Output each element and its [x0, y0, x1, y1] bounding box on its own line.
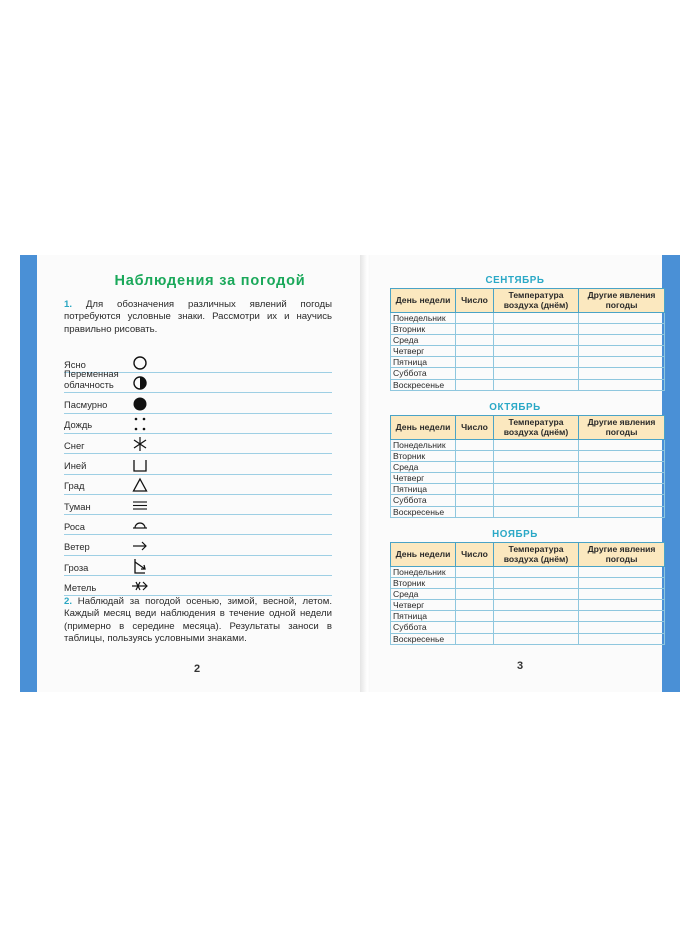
table-header-row	[391, 543, 665, 567]
day-cell: Понедельник	[391, 313, 456, 324]
empty-cell[interactable]	[456, 567, 494, 578]
table-row	[391, 313, 665, 324]
table-header-cell: Температура воздуха (днём)	[494, 416, 579, 440]
empty-cell[interactable]	[494, 611, 579, 622]
table-row	[391, 633, 665, 644]
weather-symbol-label: Метель	[64, 581, 97, 593]
fog-lines-icon	[130, 496, 150, 514]
empty-cell[interactable]	[456, 473, 494, 484]
table-row	[391, 600, 665, 611]
left-page	[20, 255, 360, 692]
empty-cell[interactable]	[456, 462, 494, 473]
weather-symbol-row	[64, 535, 332, 556]
empty-cell[interactable]	[579, 506, 665, 517]
table-header-cell: Число	[456, 416, 494, 440]
empty-cell[interactable]	[579, 368, 665, 379]
empty-cell[interactable]	[456, 600, 494, 611]
snow-asterisk-icon	[130, 435, 150, 453]
empty-cell[interactable]	[456, 578, 494, 589]
observation-table	[390, 288, 665, 391]
weather-symbol-label: Туман	[64, 500, 91, 512]
table-header-cell: День недели	[391, 289, 456, 313]
weather-symbol-row	[64, 575, 332, 596]
empty-cell[interactable]	[579, 440, 665, 451]
empty-cell[interactable]	[579, 589, 665, 600]
empty-cell[interactable]	[456, 440, 494, 451]
weather-symbol-label: Роса	[64, 520, 85, 532]
empty-cell[interactable]	[579, 462, 665, 473]
table-row	[391, 484, 665, 495]
table-row	[391, 589, 665, 600]
empty-cell[interactable]	[494, 600, 579, 611]
month-title: НОЯБРЬ	[492, 529, 538, 540]
empty-cell[interactable]	[494, 324, 579, 335]
table-row	[391, 495, 665, 506]
day-cell: Пятница	[391, 484, 456, 495]
month-title: СЕНТЯБРЬ	[485, 275, 545, 286]
table-row	[391, 357, 665, 368]
empty-cell[interactable]	[456, 324, 494, 335]
weather-symbol-label: Гроза	[64, 561, 89, 573]
empty-cell[interactable]	[579, 600, 665, 611]
day-cell: Суббота	[391, 495, 456, 506]
empty-cell[interactable]	[494, 462, 579, 473]
empty-cell[interactable]	[579, 473, 665, 484]
table-row	[391, 473, 665, 484]
day-cell: Понедельник	[391, 567, 456, 578]
empty-cell[interactable]	[579, 335, 665, 346]
table-row	[391, 622, 665, 633]
blizzard-arrow-icon	[130, 577, 150, 595]
empty-cell[interactable]	[579, 611, 665, 622]
weather-symbol-row	[64, 514, 332, 535]
table-header-cell: Число	[456, 543, 494, 567]
table-row	[391, 379, 665, 390]
table-header-cell: День недели	[391, 416, 456, 440]
table-row	[391, 567, 665, 578]
day-cell: Вторник	[391, 324, 456, 335]
task-1-text: Для обозначения различных явлений погоды потребуются условные знаки. Рассмотри их и научись правильно рисовать.	[64, 299, 332, 335]
table-row	[391, 578, 665, 589]
observation-table	[390, 415, 665, 518]
table-header-cell: Другие явления погоды	[579, 543, 665, 567]
table-row	[391, 368, 665, 379]
weather-symbol-row	[64, 368, 332, 393]
weather-symbol-label: Ясно	[64, 358, 86, 370]
empty-cell[interactable]	[494, 440, 579, 451]
table-row	[391, 440, 665, 451]
page-number-right: 3	[517, 660, 524, 672]
empty-cell[interactable]	[494, 357, 579, 368]
weather-symbol-row	[64, 413, 332, 434]
empty-cell[interactable]	[579, 622, 665, 633]
day-cell: Среда	[391, 335, 456, 346]
empty-cell[interactable]	[456, 484, 494, 495]
empty-cell[interactable]	[456, 313, 494, 324]
empty-cell[interactable]	[579, 357, 665, 368]
weather-symbol-label: Ветер	[64, 541, 90, 553]
table-header-cell: Другие явления погоды	[579, 289, 665, 313]
empty-cell[interactable]	[579, 495, 665, 506]
empty-cell[interactable]	[456, 633, 494, 644]
table-header-cell: Температура воздуха (днём)	[494, 289, 579, 313]
day-cell: Четверг	[391, 346, 456, 357]
day-cell: Суббота	[391, 368, 456, 379]
empty-cell[interactable]	[456, 589, 494, 600]
weather-symbol-row	[64, 454, 332, 475]
empty-cell[interactable]	[456, 506, 494, 517]
weather-symbol-label: Иней	[64, 460, 87, 471]
empty-cell[interactable]	[579, 451, 665, 462]
weather-symbol-label: Переменная облачность	[64, 368, 119, 390]
table-row	[391, 335, 665, 346]
empty-cell[interactable]	[456, 379, 494, 390]
filled-circle-icon	[130, 395, 150, 413]
day-cell: Четверг	[391, 600, 456, 611]
empty-cell[interactable]	[456, 451, 494, 462]
empty-cell[interactable]	[579, 346, 665, 357]
table-header-row	[391, 289, 665, 313]
table-header-cell: Число	[456, 289, 494, 313]
weather-symbol-label: Град	[64, 480, 85, 492]
empty-cell[interactable]	[579, 324, 665, 335]
page-number-left: 2	[194, 663, 201, 675]
day-cell: Пятница	[391, 357, 456, 368]
table-header-row	[391, 416, 665, 440]
wind-arrow-icon	[130, 537, 150, 555]
hail-triangle-icon	[130, 476, 150, 494]
empty-cell[interactable]	[456, 357, 494, 368]
empty-cell[interactable]	[579, 313, 665, 324]
empty-cell[interactable]	[579, 567, 665, 578]
task-1	[64, 299, 332, 336]
weather-symbol-row	[64, 433, 332, 454]
empty-cell[interactable]	[494, 473, 579, 484]
empty-cell[interactable]	[579, 578, 665, 589]
empty-cell[interactable]	[456, 611, 494, 622]
weather-symbol-row	[64, 393, 332, 414]
circle-outline-icon	[130, 354, 150, 372]
table-row	[391, 346, 665, 357]
empty-cell[interactable]	[494, 368, 579, 379]
empty-cell[interactable]	[494, 622, 579, 633]
thunderstorm-icon	[130, 557, 150, 575]
day-cell: Пятница	[391, 611, 456, 622]
weather-symbol-label: Пасмурно	[64, 399, 108, 411]
table-header-cell: Температура воздуха (днём)	[494, 543, 579, 567]
frost-cup-icon	[130, 456, 150, 474]
task-1-number: 1.	[64, 299, 73, 310]
task-2-text: Наблюдай за погодой осенью, зимой, весной, летом. Каждый месяц веди наблюдения в течение одной недели (примерно в середине месяца). Результаты заноси в таблицы, пользуясь условными знаками.	[64, 596, 332, 644]
left-page-edge	[20, 255, 37, 692]
weather-symbol-label: Снег	[64, 439, 85, 451]
open-workbook	[20, 255, 680, 692]
table-row	[391, 451, 665, 462]
right-page	[370, 255, 680, 692]
empty-cell[interactable]	[494, 633, 579, 644]
page-title: Наблюдения за погодой	[114, 273, 306, 289]
day-cell: Вторник	[391, 578, 456, 589]
empty-cell[interactable]	[456, 368, 494, 379]
table-row	[391, 611, 665, 622]
table-row	[391, 324, 665, 335]
table-row	[391, 506, 665, 517]
empty-cell[interactable]	[494, 379, 579, 390]
empty-cell[interactable]	[456, 495, 494, 506]
dew-icon	[130, 516, 150, 534]
day-cell: Среда	[391, 589, 456, 600]
empty-cell[interactable]	[494, 335, 579, 346]
empty-cell[interactable]	[456, 346, 494, 357]
empty-cell[interactable]	[494, 578, 579, 589]
table-header-cell: Другие явления погоды	[579, 416, 665, 440]
day-cell: Воскресенье	[391, 633, 456, 644]
day-cell: Воскресенье	[391, 506, 456, 517]
table-row	[391, 462, 665, 473]
day-cell: Вторник	[391, 451, 456, 462]
month-title: ОКТЯБРЬ	[489, 402, 541, 413]
day-cell: Среда	[391, 462, 456, 473]
half-filled-circle-icon	[130, 374, 150, 392]
weather-symbol-label: Дождь	[64, 419, 93, 431]
weather-symbol-row	[64, 474, 332, 495]
empty-cell[interactable]	[494, 313, 579, 324]
empty-cell[interactable]	[494, 484, 579, 495]
day-cell: Суббота	[391, 622, 456, 633]
empty-cell[interactable]	[494, 346, 579, 357]
weather-symbol-row	[64, 555, 332, 576]
day-cell: Понедельник	[391, 440, 456, 451]
empty-cell[interactable]	[456, 335, 494, 346]
day-cell: Четверг	[391, 473, 456, 484]
task-2	[64, 596, 332, 645]
empty-cell[interactable]	[456, 622, 494, 633]
weather-symbol-row	[64, 494, 332, 515]
empty-cell[interactable]	[494, 451, 579, 462]
task-2-number: 2.	[64, 596, 73, 607]
observation-table	[390, 542, 665, 645]
empty-cell[interactable]	[494, 589, 579, 600]
empty-cell[interactable]	[494, 495, 579, 506]
empty-cell[interactable]	[494, 506, 579, 517]
table-header-cell: День недели	[391, 543, 456, 567]
empty-cell[interactable]	[494, 567, 579, 578]
rain-dots-icon	[130, 415, 150, 433]
empty-cell[interactable]	[579, 484, 665, 495]
day-cell: Воскресенье	[391, 379, 456, 390]
empty-cell[interactable]	[579, 633, 665, 644]
empty-cell[interactable]	[579, 379, 665, 390]
